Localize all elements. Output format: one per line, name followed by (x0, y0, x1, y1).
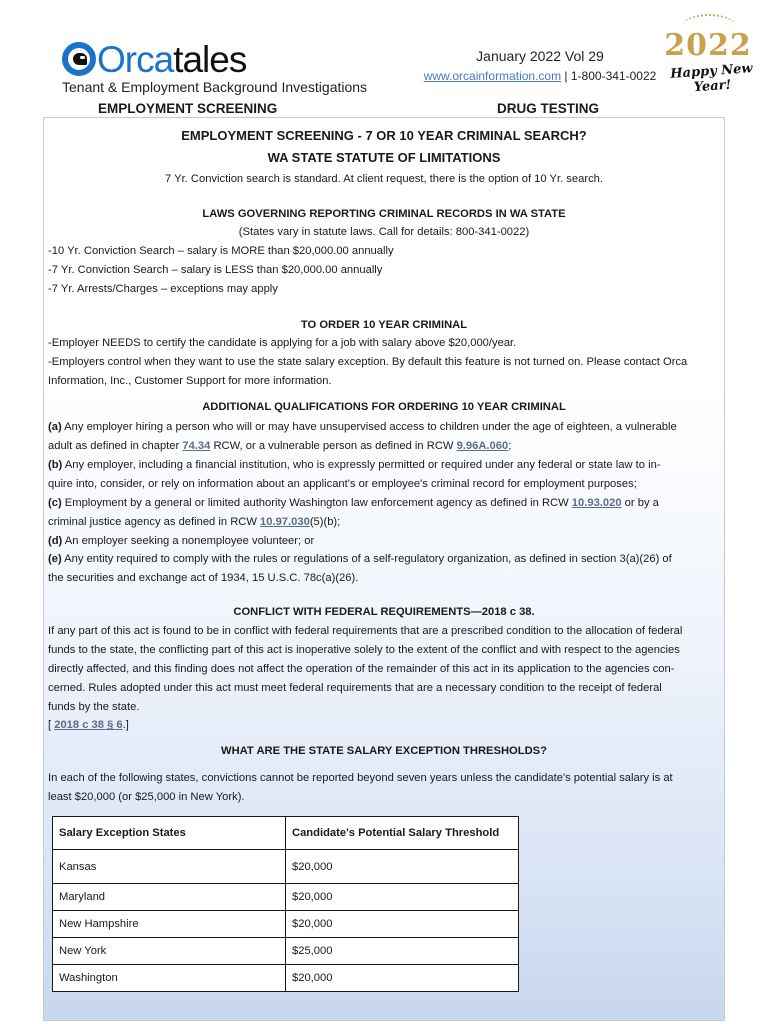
laws-heading: LAWS GOVERNING REPORTING CRIMINAL RECORDS IN WA STATE (202, 208, 566, 220)
order-line: -Employers control when they want to use the state salary exception. By default this feature is not turned on. Please contact Orca (48, 356, 688, 368)
qualification-text: adult as defined in chapter (48, 440, 183, 452)
rcw-link[interactable]: 10.93.020 (571, 497, 622, 509)
table-row (53, 850, 519, 884)
tagline: Tenant & Employment Background Investigations (62, 79, 368, 95)
qualifications-heading: ADDITIONAL QUALIFICATIONS FOR ORDERING 10 YEAR CRIMINAL (202, 401, 566, 413)
contact-line (420, 69, 660, 83)
threshold-cell: $20,000 (286, 965, 519, 992)
section-employment-screening: EMPLOYMENT SCREENING (98, 101, 278, 116)
reference-bracket: .] (122, 719, 129, 731)
conflict-line: cerned. Rules adopted under this act must meet federal requirements that are a necessary condition to the receipt of federal (48, 682, 662, 694)
qualification-label: (c) (48, 497, 62, 509)
badge-greeting: Happy New Year! (669, 61, 754, 96)
article-title-line1: EMPLOYMENT SCREENING - 7 OR 10 YEAR CRIMINAL SEARCH? (181, 128, 587, 143)
section-drug-testing: DRUG TESTING (497, 101, 600, 116)
qualification-text: Any employer hiring a person who will or may have unsupervised access to children under the age of eighteen, a vulnerable (61, 421, 677, 433)
issue-info (420, 48, 660, 83)
qualification-text: ; (508, 440, 512, 452)
qualification-text: RCW, or a vulnerable person as defined in RCW (210, 440, 457, 452)
rcw-link[interactable]: 10.97.030 (260, 516, 310, 528)
qualification-e-cont: the securities and exchange act of 1934, 15 U.S.C. 78c(a)(26). (48, 572, 359, 584)
threshold-cell: $20,000 (286, 911, 519, 938)
logo-wordmark (97, 40, 246, 80)
conflict-line: directly affected, and this finding does not affect the operation of the remainder of this act in its application to the agencies con- (48, 663, 675, 675)
state-cell: Kansas (53, 850, 286, 884)
conflict-line: funds by the state. (48, 701, 140, 713)
qualification-a (48, 418, 720, 437)
qualification-d (48, 532, 720, 551)
table-header-row (53, 817, 519, 850)
qualification-label: (e) (48, 553, 62, 565)
conflict-line: If any part of this act is found to be in conflict with federal requirements that are a prescribed condition to the allocation of federal (48, 625, 683, 637)
table-row (53, 938, 519, 965)
qualification-text: An employer seeking a nonemployee volunteer; or (62, 535, 315, 547)
phone-number: 1-800-341-0022 (570, 69, 657, 83)
table-row (53, 884, 519, 911)
qualification-b-cont: quire into, consider, or rely on information about an applicant's or employee's criminal record for employment purposes; (48, 478, 637, 490)
laws-item: -10 Yr. Conviction Search – salary is MORE than $20,000.00 annually (48, 245, 394, 257)
session-law-link[interactable]: 2018 c 38 § 6 (54, 719, 123, 731)
reference-bracket: [ (48, 719, 55, 731)
column-header-states: Salary Exception States (53, 817, 286, 850)
website-link[interactable]: www.orcainformation.com (423, 69, 562, 83)
contact-separator: | (561, 69, 571, 83)
conflict-heading: CONFLICT WITH FEDERAL REQUIREMENTS—2018 c 38. (233, 606, 535, 618)
qualification-text: or by a (621, 497, 659, 509)
conflict-line: funds to the state, the conflicting part of this act is inoperative solely to the extent of the conflict and with respect to the agencies (48, 644, 680, 656)
state-cell: Maryland (53, 884, 286, 911)
badge-year: 2022 (664, 28, 752, 63)
qualification-label: (b) (48, 459, 63, 471)
article-title-line2: WA STATE STATUTE OF LIMITATIONS (267, 150, 501, 165)
logo-part2: tales (173, 39, 247, 80)
state-cell: New Hampshire (53, 911, 286, 938)
rcw-link[interactable]: 9.96A.060 (456, 440, 509, 452)
state-cell: Washington (53, 965, 286, 992)
laws-item: -7 Yr. Conviction Search – salary is LESS than $20,000.00 annually (48, 264, 383, 276)
orca-logo (62, 36, 246, 80)
threshold-cell: $20,000 (286, 850, 519, 884)
conflict-reference (48, 716, 720, 735)
threshold-cell: $20,000 (286, 884, 519, 911)
threshold-line: least $20,000 (or $25,000 in New York). (48, 791, 245, 803)
threshold-cell: $25,000 (286, 938, 519, 965)
laws-item: -7 Yr. Arrests/Charges – exceptions may apply (48, 283, 278, 295)
qualification-a-cont (48, 437, 720, 456)
order-line: -Employer NEEDS to certify the candidate is applying for a job with salary above $20,000/year. (48, 337, 517, 349)
table-row (53, 965, 519, 992)
qualification-label: (d) (48, 535, 63, 547)
threshold-line: In each of the following states, convictions cannot be reported beyond seven years unless the candidate's potential salary is at (48, 772, 673, 784)
qualification-c-cont (48, 513, 720, 532)
logo-part1: Orca (97, 39, 174, 80)
issue-date: January 2022 Vol 29 (476, 48, 604, 64)
order-heading: TO ORDER 10 YEAR CRIMINAL (300, 319, 468, 331)
state-cell: New York (53, 938, 286, 965)
order-line: Information, Inc., Customer Support for more information. (48, 375, 332, 387)
qualification-text: Any entity required to comply with the rules or regulations of a self-regulatory organization, as defined in section 3(a)(26) of (61, 553, 672, 565)
qualification-text: Employment by a general or limited authority Washington law enforcement agency as defined in RCW (61, 497, 572, 509)
qualification-text: Any employer, including a financial institution, who is expressly permitted or required under any federal or state law to in- (62, 459, 661, 471)
salary-threshold-table (52, 816, 519, 992)
qualification-label: (a) (48, 421, 62, 433)
qualification-text: (5)(b); (309, 516, 341, 528)
qualification-c (48, 494, 720, 513)
column-header-threshold: Candidate's Potential Salary Threshold (286, 817, 519, 850)
table-row (53, 911, 519, 938)
article-intro: 7 Yr. Conviction search is standard. At client request, there is the option of 10 Yr. search. (164, 173, 603, 185)
qualification-e (48, 550, 720, 569)
laws-note: (States vary in statute laws. Call for details: 800-341-0022) (238, 226, 530, 238)
new-year-badge (652, 14, 764, 96)
qualification-b (48, 456, 720, 475)
rcw-link[interactable]: 74.34 (182, 440, 211, 452)
qualification-text: criminal justice agency as defined in RCW (48, 516, 261, 528)
threshold-heading: WHAT ARE THE STATE SALARY EXCEPTION THRESHOLDS? (221, 745, 547, 757)
orca-whale-icon (62, 42, 96, 76)
